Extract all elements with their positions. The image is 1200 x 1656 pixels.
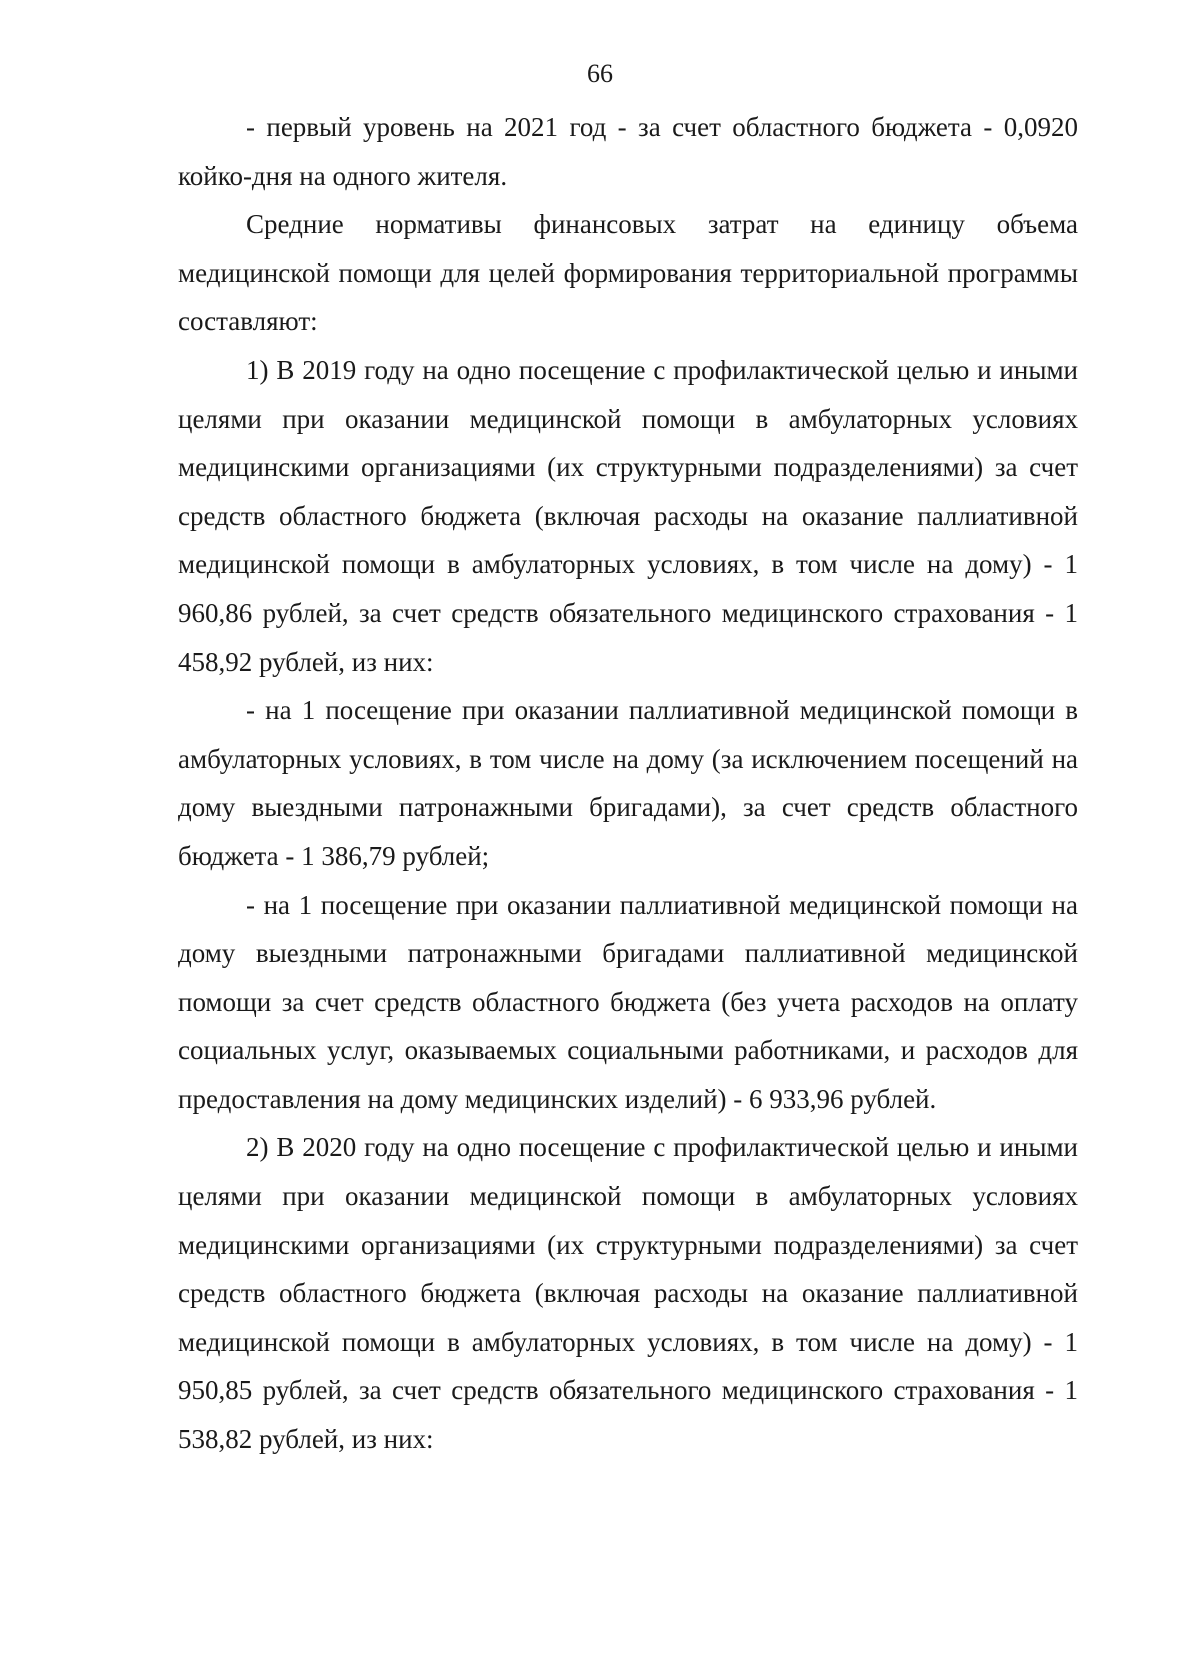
paragraph-2020-visit-cost: 2) В 2020 году на одно посещение с профилактической целью и иными целями при оказании медицинской помощи в амбулаторных условиях медицинскими организациями (их структурными подразделениями) за счет средств областного бюджета (включая расходы на оказание паллиативной медицинской помощи в амбулаторных условиях, в том числе на дому) - 1 950,85 рублей, за счет средств обязательного медицинского страхования - 1 538,82 рублей, из них: [178,1132,1078,1455]
paragraph-2019-palliative-home-teams: - на 1 посещение при оказании паллиативной медицинской помощи на дому выездными патронажными бригадами паллиативной медицинской помощи за счет средств областного бюджета (без учета расходов на оплату социальных услуг, оказываемых социальными работниками, и расходов для предоставления на дому медицинских изделий) - 6 933,96 рублей. [178,889,1078,1114]
document-body [178,103,1078,1464]
paragraph-2019-visit-cost: 1) В 2019 году на одно посещение с профилактической целью и иными целями при оказании медицинской помощи в амбулаторных условиях медицинскими организациями (их структурными подразделениями) за счет средств областного бюджета (включая расходы на оказание паллиативной медицинской помощи в амбулаторных условиях, в том числе на дому) - 1 960,86 рублей, за счет средств обязательного медицинского страхования - 1 458,92 рублей, из них: [178,354,1078,677]
paragraph-2019-palliative-outpatient: - на 1 посещение при оказании паллиативной медицинской помощи в амбулаторных условиях, в том числе на дому (за исключением посещений на дому выездными патронажными бригадами), за счет средств областного бюджета - 1 386,79 рублей; [178,695,1078,871]
paragraph-first-level-2021: - первый уровень на 2021 год - за счет областного бюджета - 0,0920 койко-дня на одного жителя. [178,112,1078,191]
page-number: 66 [587,59,613,88]
paragraph-financial-norms-intro: Средние нормативы финансовых затрат на единицу объема медицинской помощи для целей формирования территориальной программы составляют: [178,209,1078,337]
